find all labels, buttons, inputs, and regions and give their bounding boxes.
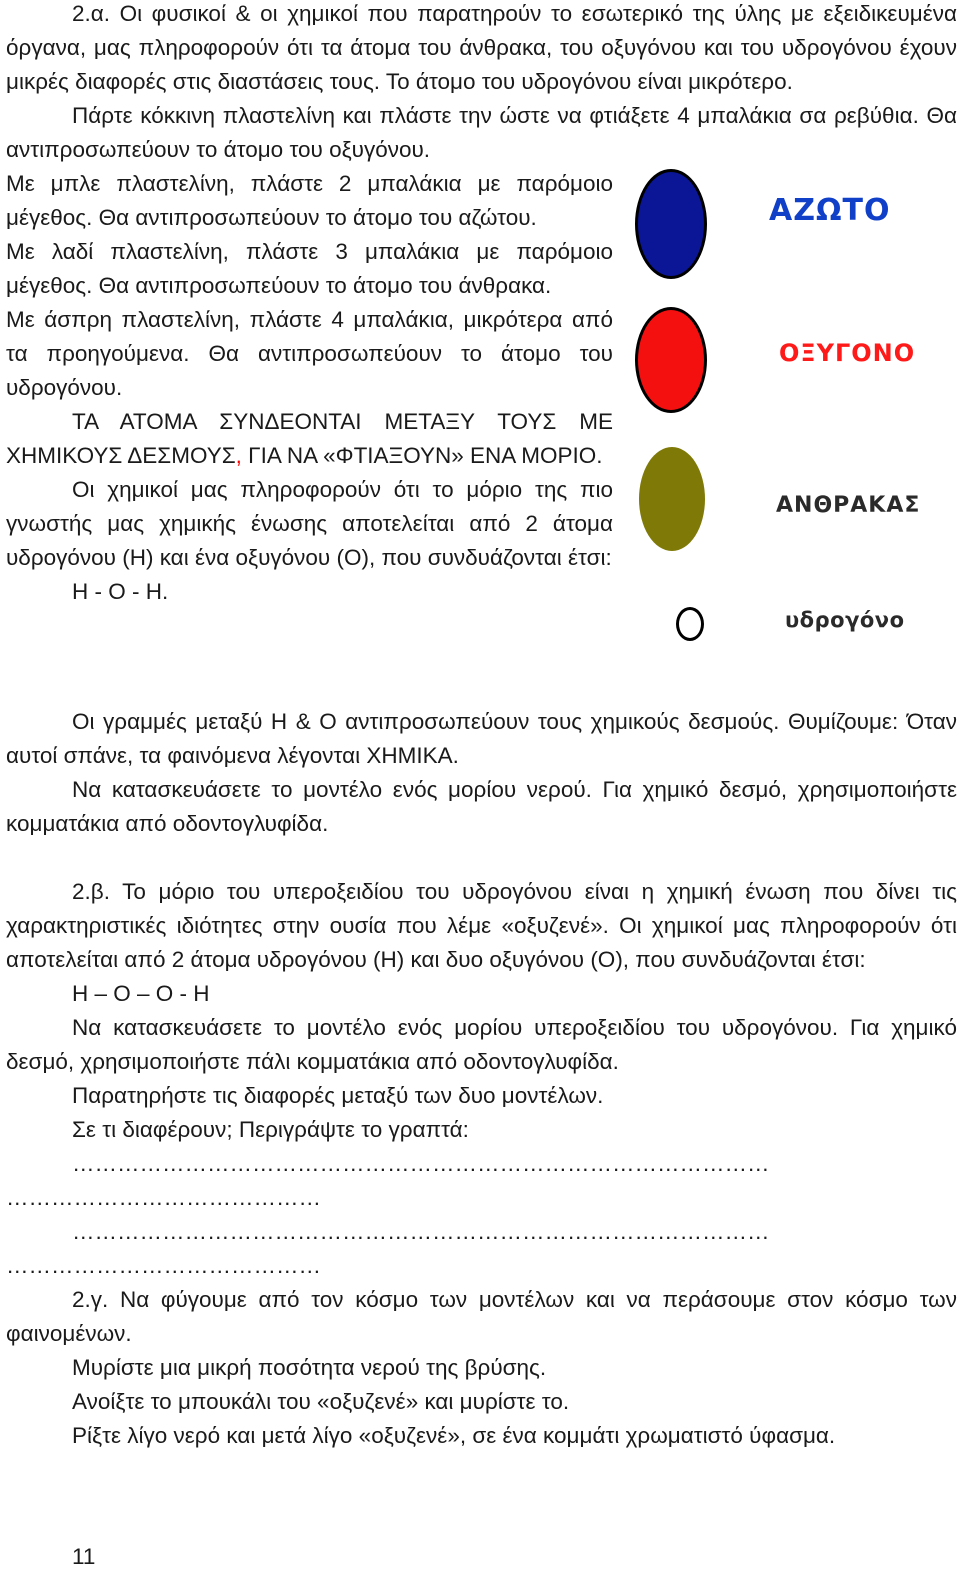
answer-line[interactable]: ……………………………………: [6, 1253, 321, 1278]
bond-lines-explanation: Οι γραμμές μεταξύ Η & Ο αντιπροσωπεύουν τους χημικούς δεσμούς. Θυμίζουμε: Όταν αυτοί σπάνε, τα φαινόμενα λέγονται ΧΗΜΙΚΑ.: [6, 709, 957, 768]
answer-line[interactable]: ……………………………………: [6, 1185, 321, 1210]
olive-clay-instruction: Με λαδί πλαστελίνη, πλάστε 3 μπαλάκια με παρόμοιο μέγεθος. Θα αντιπροσωπεύουν το άτομο του άνθρακα.: [6, 239, 613, 298]
carbon-atom-ball: [639, 447, 705, 551]
oxygen-atom-ball: [635, 307, 707, 413]
hydrogen-label: υδρογόνο: [785, 608, 905, 632]
red-clay-instruction: Πάρτε κόκκινη πλαστελίνη και πλάστε την ώστε να φτιάξετε 4 μπαλάκια σα ρεβύθια. Θα αντιπροσωπεύουν το άτομο του οξυγόνου.: [6, 103, 957, 162]
page-number: 11: [72, 1544, 96, 1569]
build-water-model: Να κατασκευάσετε το μοντέλο ενός μορίου νερού. Για χημικό δεσμό, χρησιμοποιήστε κομματάκια από οδοντογλυφίδα.: [6, 777, 957, 836]
nitrogen-atom-ball: [635, 169, 707, 279]
nitrogen-label: ΑΖΩΤΟ: [769, 193, 891, 228]
document-page: [6, 0, 957, 1453]
answer-line[interactable]: …………………………………………………………………………………: [72, 1151, 770, 1176]
carbon-label: ΑΝΘΡΑΚΑΣ: [776, 493, 921, 518]
white-clay-instruction: Με άσπρη πλαστελίνη, πλάστε 4 μπαλάκια, μικρότερα από τα προηγούμενα. Θα αντιπροσωπεύουν το άτομο του υδρογόνου.: [6, 307, 613, 400]
build-peroxide-model: Να κατασκευάσετε το μοντέλο ενός μορίου υπεροξειδίου του υδρογόνου. Για χημικό δεσμό, χρησιμοποιήστε πάλι κομματάκια από οδοντογλυφίδα.: [6, 1015, 957, 1074]
hydrogen-atom-ball: [676, 607, 704, 641]
step-smell-water: Μυρίστε μια μικρή ποσότητα νερού της βρύσης.: [72, 1355, 547, 1380]
bonds-statement: ΤΑ ΑΤΟΜΑ ΣΥΝΔΕΟΝΤΑΙ ΜΕΤΑΞΥ ΤΟΥΣ ΜΕ ΧΗΜΙΚΟΥΣ ΔΕΣΜΟΥΣ, ΓΙΑ ΝΑ «ΦΤΙΑΞΟΥΝ» ΕΝΑ ΜΟΡΙΟ.: [6, 409, 613, 468]
water-molecule-intro: Οι χημικοί μας πληροφορούν ότι το μόριο της πιο γνωστής μας χημικής ένωσης αποτελείται από 2 άτομα υδρογόνου (Η) και ένα οξυγόνου (Ο), που συνδυάζονται έτσι:: [6, 477, 613, 570]
section-c-intro: 2.γ. Να φύγουμε από τον κόσμο των μοντέλων και να περάσουμε στον κόσμο των φαινομένων.: [6, 1287, 957, 1346]
step-smell-peroxide: Ανοίξτε το μπουκάλι του «οξυζενέ» και μυρίστε το.: [72, 1389, 570, 1414]
peroxide-formula: Η – Ο – Ο - Η: [72, 981, 210, 1006]
atom-legend: [613, 167, 957, 705]
answer-line[interactable]: …………………………………………………………………………………: [72, 1219, 770, 1244]
step-pour-on-fabric: Ρίξτε λίγο νερό και μετά λίγο «οξυζενέ», σε ένα κομμάτι χρωματιστό ύφασμα.: [72, 1423, 836, 1448]
blue-clay-instruction: Με μπλε πλαστελίνη, πλάστε 2 μπαλάκια με παρόμοιο μέγεθος. Θα αντιπροσωπεύουν το άτομο του αζώτου.: [6, 171, 613, 230]
section-b-intro: 2.β. Το μόριο του υπεροξειδίου του υδρογόνου είναι η χημική ένωση που δίνει τις χαρακτηριστικές ιδιότητες στην ουσία που λέμε «οξυζενέ». Οι χημικοί μας πληροφορούν ότι αποτελείται από 2 άτομα υδρογόνου (Η) και δυο οξυγόνου (Ο), που συνδυάζονται έτσι:: [6, 879, 957, 972]
describe-question: Σε τι διαφέρουν; Περιγράψτε το γραπτά:: [72, 1117, 469, 1142]
water-formula: Η - Ο - Η.: [72, 579, 169, 604]
section-a-intro: 2.α. Οι φυσικοί & οι χημικοί που παρατηρούν το εσωτερικό της ύλης με εξειδικευμένα όργανα, μας πληροφορούν ότι τα άτομα του άνθρακα, του οξυγόνου και του υδρογόνου έχουν μικρές διαφορές στις διαστάσεις τους. Το άτομο του υδρογόνου είναι μικρότερο.: [6, 1, 957, 94]
oxygen-label: ΟΞΥΓΟΝΟ: [779, 339, 916, 367]
observe-differences: Παρατηρήστε τις διαφορές μεταξύ των δυο μοντέλων.: [72, 1083, 604, 1108]
